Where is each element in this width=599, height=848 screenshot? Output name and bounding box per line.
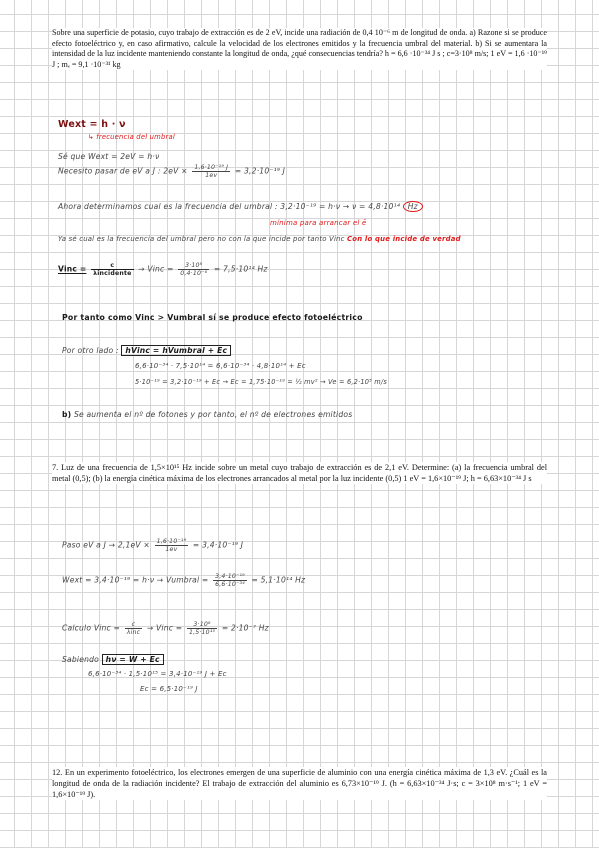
note-part-b: b) Se aumenta el nº de fotones y por tanto, el nº de electrones emitidos	[62, 410, 353, 419]
note-line-2: Sé que Wext = 2eV = h·ν	[58, 152, 160, 161]
note7-line-5: 6,6·10⁻³⁴ · 1,5·10¹⁵ = 3,4·10⁻¹⁹ J + Ec	[88, 670, 227, 678]
note-line-6: Ya sé cual es la frecuencia del umbral pero no con la que incide por tanto Vinc Con lo que incide de verdad	[58, 235, 461, 243]
note-line-9: Por otro lado : hVinc = hVumbral + Ec	[62, 346, 231, 355]
circled-hz: Hz	[403, 201, 423, 212]
problem-7: 7. Luz de una frecuencia de 1,5×10¹⁵ Hz incide sobre un metal cuyo trabajo de extracción es de 2,1 eV. Determine: (a) la frecuencia umbral del metal (0,5); (b) la energía cinética máxima de los electrones arrancados al metal por la luz incidente (0,5) 1 eV = 1,6×10⁻¹⁹ J; h = 6,63×10⁻³⁴ J s	[52, 463, 547, 483]
note-conclusion: Por tanto como Vinc > Vumbral sí se produce efecto fotoeléctrico	[62, 313, 363, 322]
note-line-11: 5·10⁻¹⁹ = 3,2·10⁻¹⁹ + Ec → Ec = 1,75·10⁻¹⁹ = ½ mv² → Ve = 6,2·10⁵ m/s	[135, 378, 387, 386]
note-line-10: 6,6·10⁻³⁴ · 7,5·10¹⁴ = 6,6·10⁻³⁴ · 4,8·10¹⁴ + Ec	[135, 362, 306, 370]
note-line-7: Vinc = $\frac{c}{\text{λincidente}}$ → Vinc = $\frac{\text{3·10⁸}}{\text{0,4·10⁻⁶}}$ = 7,5·10¹⁴ Hz	[58, 262, 268, 277]
note7-line-1: Paso eV a J → 2,1eV × $\frac{\text{1,6·10⁻¹⁹}}{1ev}$ = 3,4·10⁻¹⁹ J	[62, 538, 244, 553]
boxed-photon-equation: hν = W + Ec	[102, 654, 164, 665]
problem-12: 12. En un experimento fotoeléctrico, los electrones emergen de una superficie de aluminio con una energía cinética máxima de 1,3 eV. ¿Cuál es la longitud de onda de la radiación incidente? El trabajo de extracción del aluminio es 6,73×10⁻¹⁹ J. (h = 6,63×10⁻³⁴ J·s; c = 3×10⁸ m·s⁻¹; 1 eV = 1,6×10⁻¹⁹ J).	[52, 768, 547, 799]
note-minimum-annotation: mínima para arrancar el ē	[270, 219, 367, 227]
boxed-energy-equation: hVinc = hVumbral + Ec	[121, 345, 231, 356]
note7-line-6: Ec = 6,5·10⁻¹⁹ J	[140, 685, 198, 693]
note-line-3: Necesito pasar de eV a J : 2eV × $\frac{\text{1,6·10⁻¹⁹ J}}{1ev}$ = 3,2·10⁻¹⁹ J	[58, 164, 286, 179]
note-wext-formula: Wext = h · ν	[58, 119, 126, 130]
note-threshold-annotation: ↳ frecuencia del umbral	[88, 133, 175, 141]
note-line-4: Ahora determinamos cual es la frecuencia del umbral : 3,2·10⁻¹⁹ = h·ν → ν = 4,8·10¹⁴ Hz	[58, 202, 423, 211]
note7-line-4: Sabiendo hν = W + Ec	[62, 655, 164, 664]
problem-intro: Sobre una superficie de potasio, cuyo trabajo de extracción es de 2 eV, incide una radiación de 0,4 10⁻⁶ m de longitud de onda. a) Razone si se produce efecto fotoeléctrico y, en caso afirmativo, calcule la velocidad de los electrones emitidos y la frecuencia umbral del material. b) Si se aumentara la intensidad de la luz incidente manteniendo constante la longitud de onda, ¿qué consecuencias tendría? h = 6,6 ·10⁻³⁴ J s ; c=3·10⁸ m/s; 1 eV = 1,6 ·10⁻¹⁹ J ; mₑ = 9,1 ·10⁻³¹ kg	[52, 28, 547, 69]
note7-line-2: Wext = 3,4·10⁻¹⁹ = h·ν → Vumbral = $\frac{\text{3,4·10⁻¹⁹}}{\text{6,6·10⁻³⁴}}$ = 5,1·10¹⁴ Hz	[62, 573, 306, 588]
note7-line-3: Calculo Vinc = $\frac{c}{\text{λinc}}$ → Vinc = $\frac{\text{3·10⁸}}{\text{1,5·10¹⁵}}$ = 2·10⁻⁷ Hz	[62, 621, 269, 636]
